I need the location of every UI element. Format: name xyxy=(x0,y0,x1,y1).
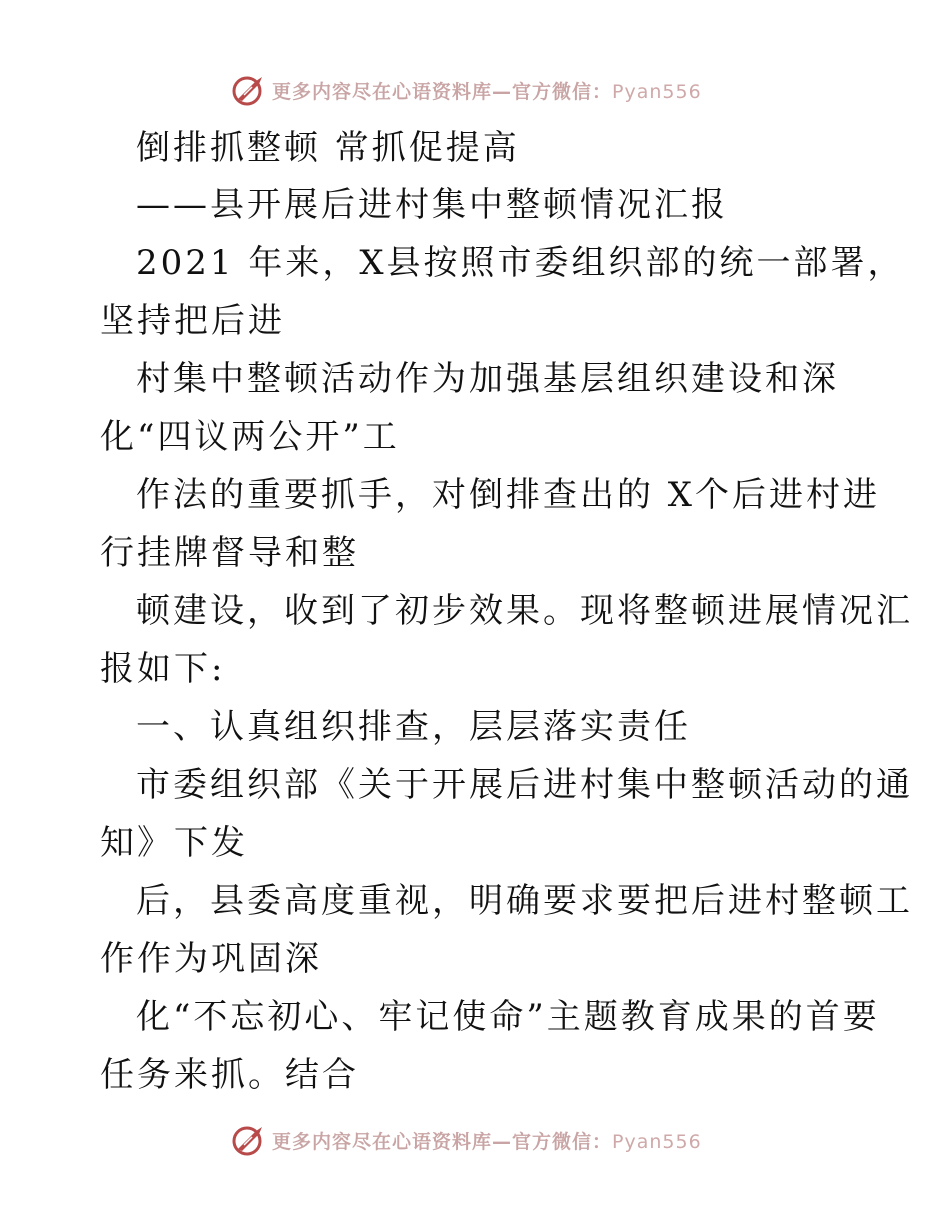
watermark-separator: — xyxy=(492,80,513,103)
watermark-id: Pyan556 xyxy=(612,80,702,103)
paragraph-line: 知》下发 xyxy=(100,823,248,863)
paragraph-line: 化“不忘初心、牢记使命”主题教育成果的首要 xyxy=(136,997,880,1037)
watermark-title: 更多内容尽在心语资料库 xyxy=(272,80,493,103)
watermark-separator: — xyxy=(492,1130,513,1153)
quill-logo-icon xyxy=(232,1123,266,1157)
paragraph-line: 市委组织部《关于开展后进村集中整顿活动的通 xyxy=(136,765,913,805)
paragraph-line: 顿建设，收到了初步效果。现将整顿进展情况汇 xyxy=(136,591,913,631)
watermark-suffix: 官方微信： xyxy=(512,80,613,103)
document-title: 倒排抓整顿 常抓促提高 xyxy=(136,128,520,168)
watermark-text xyxy=(272,1127,702,1154)
paragraph-line: 村集中整顿活动作为加强基层组织建设和深 xyxy=(136,359,839,399)
paragraph-line: 后，县委高度重视，明确要求要把后进村整顿工 xyxy=(136,881,913,921)
paragraph-line: 任务来抓。结合 xyxy=(100,1055,359,1095)
watermark-text xyxy=(272,77,702,104)
watermark-suffix: 官方微信： xyxy=(512,1130,613,1153)
paragraph-line: 化“四议两公开”工 xyxy=(100,417,400,457)
watermark-title: 更多内容尽在心语资料库 xyxy=(272,1130,493,1153)
paragraph-line: 作法的重要抓手，对倒排查出的 X个后进村进 xyxy=(136,475,881,515)
footer-watermark xyxy=(232,1120,792,1160)
quill-logo-icon xyxy=(232,73,266,107)
header-watermark xyxy=(232,70,792,110)
watermark-id: Pyan556 xyxy=(612,1130,702,1153)
paragraph-line: 作作为巩固深 xyxy=(100,939,322,979)
paragraph-line: 坚持把后进 xyxy=(100,301,285,341)
document-subtitle: ——县开展后进村集中整顿情况汇报 xyxy=(136,185,728,225)
section-heading: 一、认真组织排查，层层落实责任 xyxy=(136,707,691,747)
paragraph-line: 报如下: xyxy=(100,649,226,689)
paragraph-line: 行挂牌督导和整 xyxy=(100,533,359,573)
paragraph-line: 2021 年来，X县按照市委组织部的统一部署， xyxy=(136,243,905,283)
